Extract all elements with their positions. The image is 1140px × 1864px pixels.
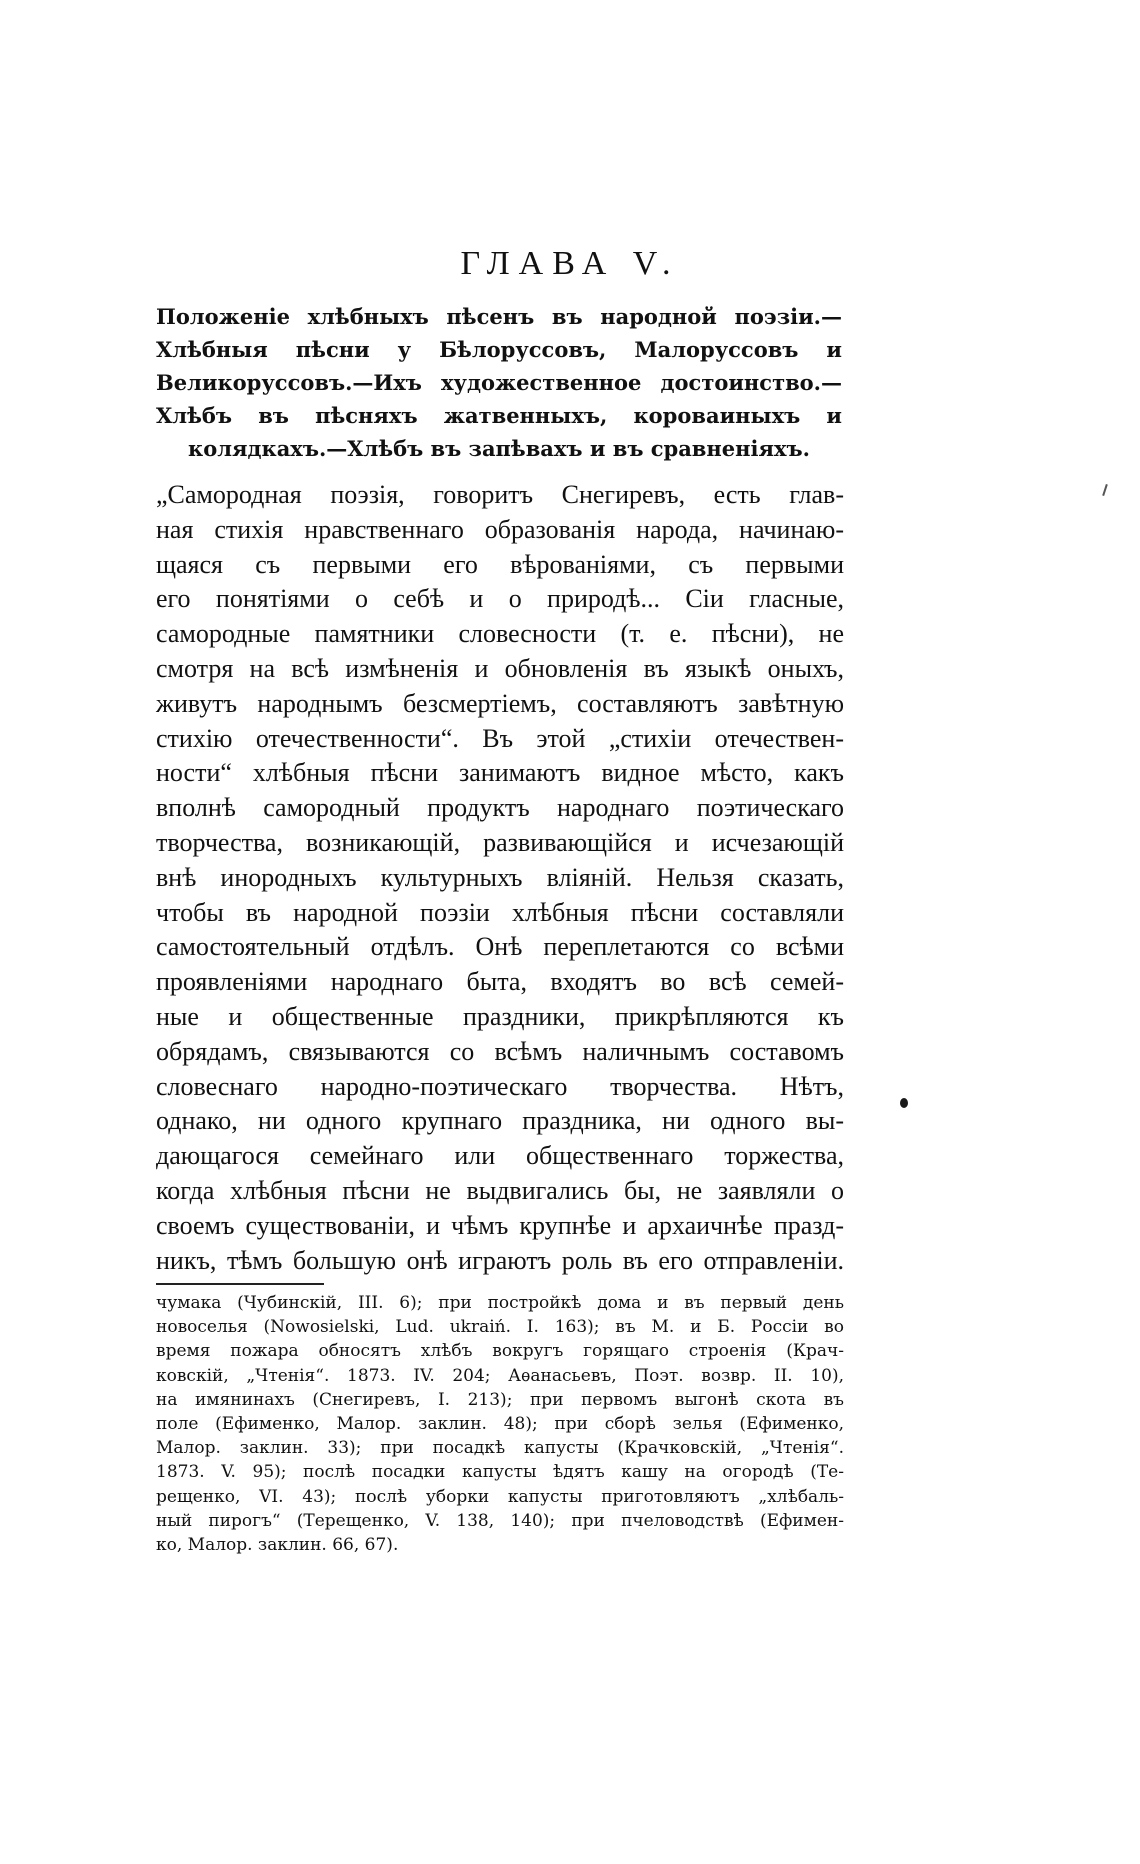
body-line: вполнѣ самородный продуктъ народнаго поэтическаго [156,793,844,823]
body-line: никъ, тѣмъ большую онѣ играютъ роль въ его отправленіи. [156,1245,844,1275]
body-line: живутъ народнымъ безсмертіемъ, составляютъ завѣтную [156,688,844,718]
body-line: стихію отечественности“. Въ этой „стихіи отечествен- [156,723,844,753]
body-line: проявленіями народнаго быта, входятъ во всѣ семей- [156,967,844,997]
body-line: чтобы въ народной поэзіи хлѣбныя пѣсни составляли [156,897,844,927]
margin-mark [1102,484,1108,496]
footnote-separator [156,1283,324,1285]
body-line: самостоятельный отдѣлъ. Онѣ переплетаются со всѣми [156,932,844,962]
chapter-summary: Положеніе хлѣбныхъ пѣсенъ въ народной поэзіи.—Хлѣбныя пѣсни у Бѣлоруссовъ, Малоруссовъ и Великоруссовъ.—Ихъ художественное достоинство.—Хлѣбъ въ пѣсняхъ жатвенныхъ, короваиныхъ и колядкахъ.—Хлѣбъ въ запѣвахъ и въ сравненіяхъ. [156,304,842,461]
footnote-line: рещенко, VI. 43); послѣ уборки капусты приготовляютъ „хлѣбаль- [156,1486,844,1507]
footnote-line: ный пирогъ“ (Терещенко, V. 138, 140); при пчеловодствѣ (Ефимен- [156,1510,844,1531]
body-line: дающагося семейнаго или общественнаго торжества, [156,1141,844,1171]
body-line: его понятіями о себѣ и о природѣ... Сіи гласные, [156,584,844,614]
body-line: обрядамъ, связываются со всѣмъ наличнымъ составомъ [156,1036,844,1066]
footnote-line: ковскій, „Чтенія“. 1873. IV. 204; Аѳанасьевъ, Поэт. возвр. II. 10), [156,1365,844,1386]
body-line: смотря на всѣ измѣненія и обновленія въ языкѣ оныхъ, [156,653,844,683]
footnote-line: на имянинахъ (Снегиревъ, I. 213); при первомъ выгонѣ скота въ [156,1389,844,1410]
footnote-line: Малор. заклин. 33); при посадкѣ капусты (Крачковскій, „Чтенія“. [156,1438,844,1459]
body-line: щаяся съ первыми его вѣрованіями, съ первыми [156,549,844,579]
chapter-title: ГЛАВА V. [460,245,680,282]
body-line: однако, ни одного крупнаго праздника, ни одного вы- [156,1106,844,1136]
body-line: творчества, возникающій, развивающійся и исчезающій [156,827,844,857]
footnote [156,1291,844,1557]
body-line: ности“ хлѣбныя пѣсни занимаютъ видное мѣсто, какъ [156,758,844,788]
footnote-line: 1873. V. 95); послѣ посадки капусты ѣдятъ кашу на огородѣ (Те- [156,1462,844,1483]
body-line: ные и общественные праздники, прикрѣпляются къ [156,1001,844,1031]
body-line: „Самородная поэзія, говоритъ Снегиревъ, есть глав- [156,480,844,509]
body-line: ная стихія нравственнаго образованія народа, начинаю- [156,514,844,544]
body-line: самородные памятники словесности (т. е. пѣсни), не [156,619,844,649]
footnote-line: поле (Ефименко, Малор. заклин. 48); при сборѣ зелья (Ефименко, [156,1413,844,1434]
footnote-line: ко, Малор. заклин. 66, 67). [156,1534,399,1555]
footnote-line: чумака (Чубинскій, III. 6); при постройкѣ дома и въ первый день [156,1293,844,1313]
body-line: словеснаго народно-поэтическаго творчества. Нѣтъ, [156,1071,844,1101]
ink-spot [900,1098,908,1108]
body-line: когда хлѣбныя пѣсни не выдвигались бы, не заявляли о [156,1175,844,1205]
body-line: внѣ инородныхъ культурныхъ вліяній. Нельзя сказать, [156,862,844,892]
main-paragraph [156,478,844,1278]
footnote-line: время пожара обносятъ хлѣбъ вокругъ горящаго строенія (Крач- [156,1341,844,1362]
body-line: своемъ существованіи, и чѣмъ крупнѣе и архаичнѣе празд- [156,1210,844,1240]
footnote-line: новоселья (Nowosielski, Lud. ukraiń. I. 163); въ М. и Б. Россіи во [156,1317,844,1338]
